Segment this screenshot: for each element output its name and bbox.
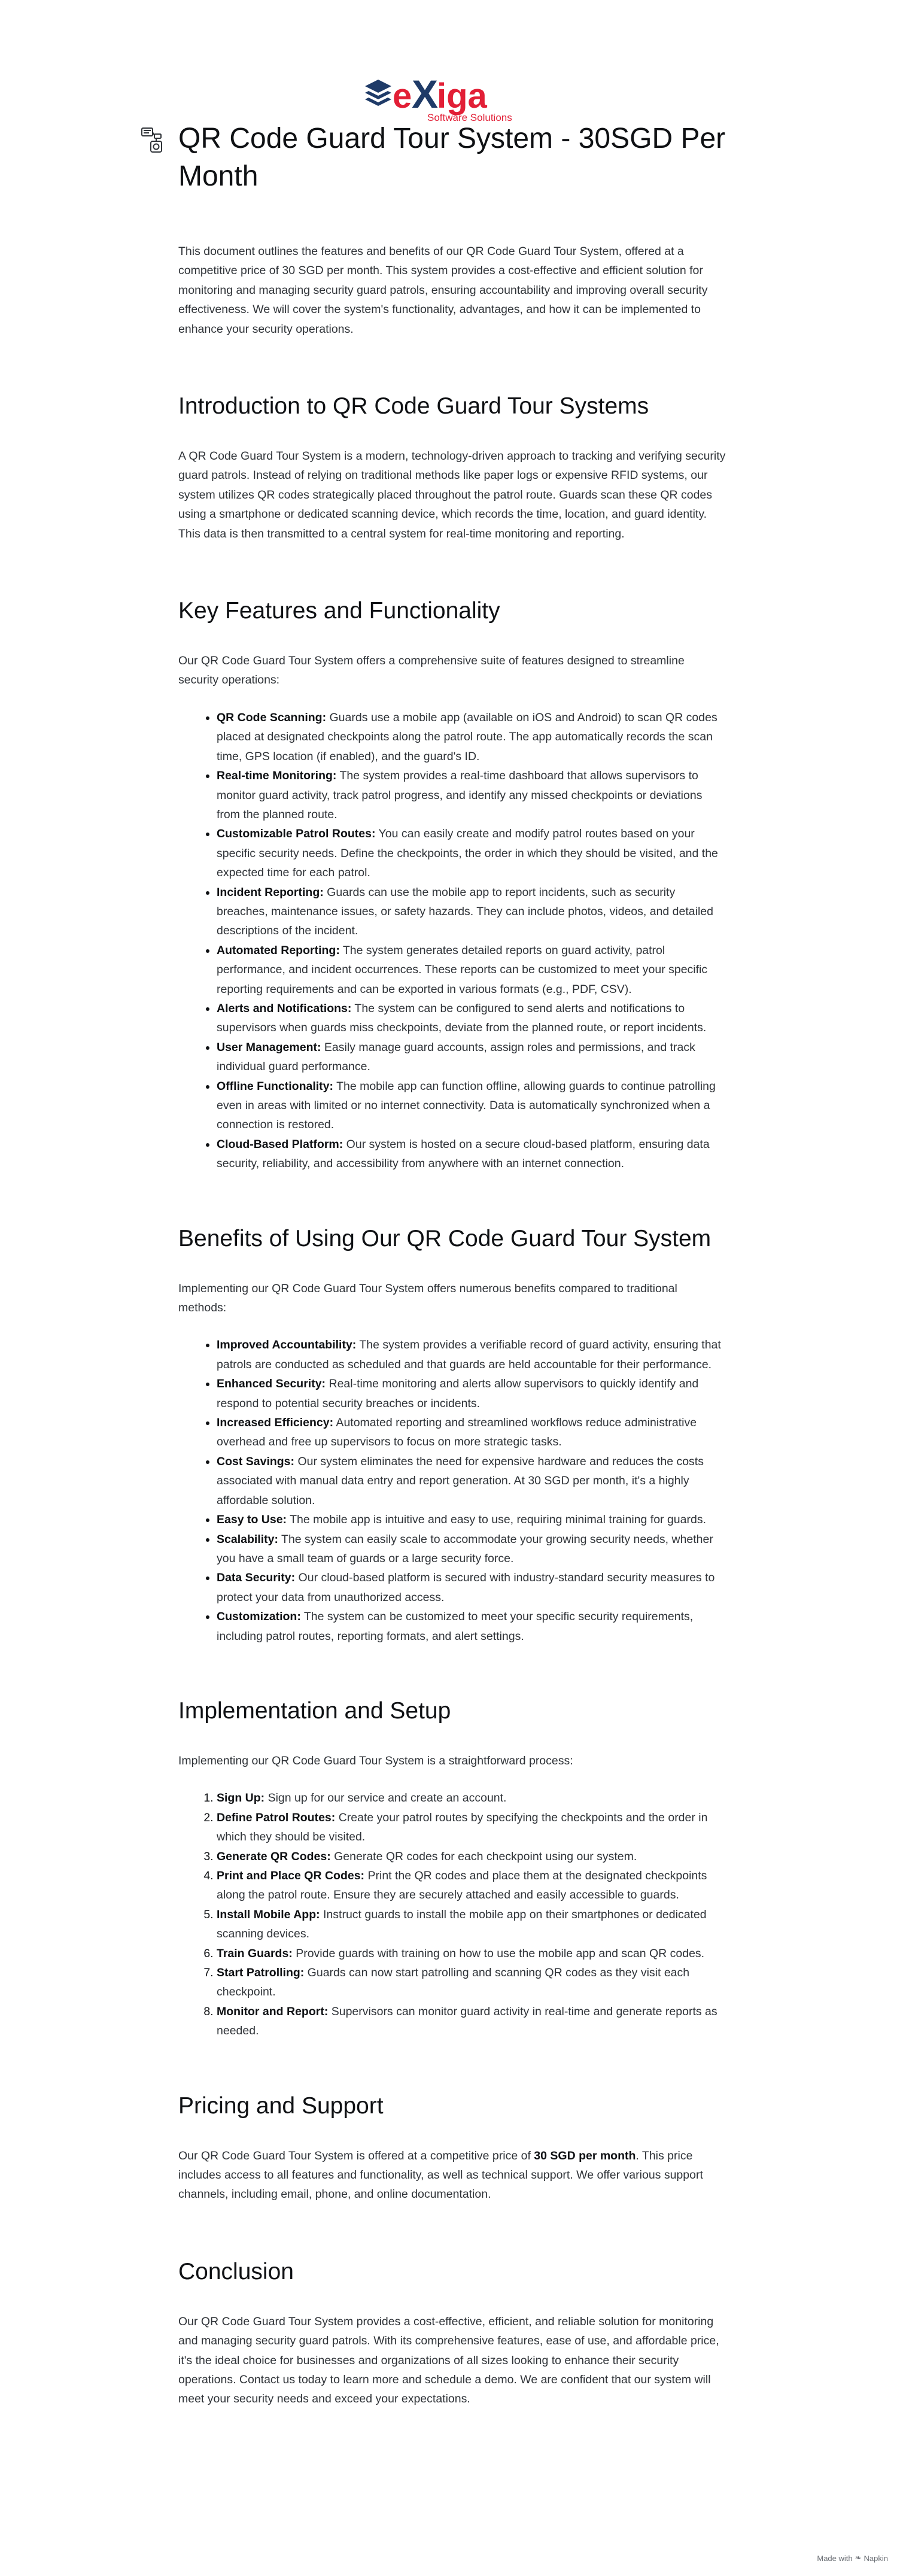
list-item-desc: Easily manage guard accounts, assign roles and permissions, and track individual guard performance. xyxy=(217,1040,695,1074)
pricing-text-after: . This price includes access to all features and functionality, as well as technical support. We offer various support channels, including email, phone, and online documentation. xyxy=(178,2149,703,2201)
introduction-heading: Introduction to QR Code Guard Tour Systems xyxy=(178,393,649,420)
exiga-logo xyxy=(363,68,536,126)
introduction-paragraph: A QR Code Guard Tour System is a modern, technology-driven approach to tracking and verifying security guard patrols. Instead of relying on traditional methods like paper logs or expensive RFID systems, our system utilizes QR codes strategically placed throughout the patrol route. Guards scan these QR codes using a smartphone or dedicated scanning device, which records the time, location, and guard identity. This data is then transmitted to a central system for real-time monitoring and reporting. xyxy=(178,449,726,540)
list-item xyxy=(217,883,726,941)
step-term: Monitor and Report: xyxy=(217,2004,329,2018)
layers-logo-icon xyxy=(365,80,391,106)
list-item-term: Scalability: xyxy=(217,1532,278,1546)
list-item xyxy=(217,1510,726,1529)
step-term: Sign Up: xyxy=(217,1791,265,1805)
made-with-label: Made with xyxy=(817,2553,853,2563)
list-item-term: Incident Reporting: xyxy=(217,885,324,899)
list-item-desc: The system can easily scale to accommodate your growing security needs, whether you have a small team of guards or a large security force. xyxy=(217,1532,713,1565)
list-item-desc: You can easily create and modify patrol routes based on your specific security needs. Define the checkpoints, the order in which they should be visited, and the expected time for each patrol. xyxy=(217,827,718,880)
step-item xyxy=(217,1847,726,1866)
logo-letters-iga: iga xyxy=(437,77,487,116)
features-heading: Key Features and Functionality xyxy=(178,598,500,624)
step-term: Install Mobile App: xyxy=(217,1907,320,1921)
list-item xyxy=(217,1607,726,1646)
list-item-term: QR Code Scanning: xyxy=(217,710,327,724)
list-item xyxy=(217,824,726,882)
list-item xyxy=(217,766,726,824)
features-intro: Our QR Code Guard Tour System offers a comprehensive suite of features designed to streamline security operations: xyxy=(178,654,685,687)
list-item xyxy=(217,708,726,766)
list-item xyxy=(217,1135,726,1174)
implementation-heading: Implementation and Setup xyxy=(178,1697,451,1724)
list-item xyxy=(217,1374,726,1413)
logo-letter-e: e xyxy=(393,77,412,116)
list-item xyxy=(217,1038,726,1077)
list-item-desc: Real-time monitoring and alerts allow supervisors to quickly identify and respond to potential security breaches or incidents. xyxy=(217,1377,699,1410)
list-item-desc: The system can be configured to send alerts and notifications to supervisors when guards miss checkpoints, deviate from the planned route, or report incidents. xyxy=(217,1001,707,1035)
document-emblem-icon xyxy=(139,126,170,157)
list-item-term: Real-time Monitoring: xyxy=(217,769,337,783)
step-item xyxy=(217,1866,726,1905)
list-item-term: Customizable Patrol Routes: xyxy=(217,827,376,841)
step-item xyxy=(217,1944,726,1963)
list-item-term: Cost Savings: xyxy=(217,1454,295,1468)
benefits-intro: Implementing our QR Code Guard Tour System offers numerous benefits compared to traditional methods: xyxy=(178,1281,677,1315)
list-item xyxy=(217,1077,726,1135)
step-item xyxy=(217,1905,726,1944)
conclusion-paragraph: Our QR Code Guard Tour System provides a cost-effective, efficient, and reliable solution for monitoring and managing security guard patrols. With its comprehensive features, ease of use, and affordable price, it's the ideal choice for businesses and organizations of all sizes looking to enhance their security operations. Contact us today to learn more and schedule a demo. We are confident that our system will meet your security needs and exceed your expectations. xyxy=(178,2314,719,2406)
list-item-desc: The mobile app can function offline, allowing guards to continue patrolling even in areas with limited or no internet connectivity. Data is automatically synchronized when a connection is restored. xyxy=(217,1079,716,1132)
list-item-term: Customization: xyxy=(217,1610,301,1624)
step-term: Start Patrolling: xyxy=(217,1966,305,1979)
document-content xyxy=(178,120,726,2409)
pricing-text-before: Our QR Code Guard Tour System is offered at a competitive price of xyxy=(178,2149,534,2162)
list-item-term: Data Security: xyxy=(217,1571,296,1585)
step-desc: Instruct guards to install the mobile app on their smartphones or dedicated scanning devices. xyxy=(217,1907,707,1941)
list-item-desc: Automated reporting and streamlined workflows reduce administrative overhead and free up supervisors to focus on more strategic tasks. xyxy=(217,1416,697,1449)
list-item-term: Offline Functionality: xyxy=(217,1079,333,1093)
step-desc: Guards can now start patrolling and scanning QR codes as they visit each checkpoint. xyxy=(217,1966,690,1999)
list-item-desc: Our cloud-based platform is secured with industry-standard security measures to protect your data from unauthorized access. xyxy=(217,1571,715,1604)
logo-tagline: Software Solutions xyxy=(427,112,512,123)
napkin-icon: ❧ xyxy=(855,2553,862,2562)
step-term: Train Guards: xyxy=(217,1946,293,1960)
list-item-term: Enhanced Security: xyxy=(217,1377,326,1391)
step-desc: Sign up for our service and create an account. xyxy=(264,1791,507,1805)
pricing-price: 30 SGD per month xyxy=(534,2149,636,2162)
implementation-intro: Implementing our QR Code Guard Tour System is a straightforward process: xyxy=(178,1754,573,1767)
intro-paragraph: This document outlines the features and benefits of our QR Code Guard Tour System, offered at a competitive price of 30 SGD per month. This system provides a cost-effective and efficient solution for monitoring and managing security guard patrols, ensuring accountability and improving overall security effectiveness. We will cover the system's functionality, advantages, and how it can be implemented to enhance your security operations. xyxy=(178,245,708,336)
step-desc: Provide guards with training on how to use the mobile app and scan QR codes. xyxy=(292,1946,705,1960)
list-item-desc: Our system is hosted on a secure cloud-based platform, ensuring data security, reliability, and accessibility from anywhere with an internet connection. xyxy=(217,1137,710,1171)
list-item-desc: The system can be customized to meet your specific security requirements, including patrol routes, reporting formats, and alert settings. xyxy=(217,1610,694,1643)
list-item xyxy=(217,999,726,1038)
list-item-desc: The system provides a real-time dashboard that allows supervisors to monitor guard activity, track patrol progress, and identify any missed checkpoints or deviations from the planned route. xyxy=(217,769,703,821)
step-desc: Print the QR codes and place them at the designated checkpoints along the patrol route. Ensure they are securely attached and easily accessible to guards. xyxy=(217,1869,707,1902)
implementation-steps xyxy=(178,1788,726,2040)
list-item xyxy=(217,1568,726,1607)
step-desc: Supervisors can monitor guard activity in real-time and generate reports as needed. xyxy=(217,2004,717,2038)
list-item-desc: Guards can use the mobile app to report incidents, such as security breaches, maintenance issues, or safety hazards. They can include photos, videos, and detailed descriptions of the incident. xyxy=(217,885,713,938)
conclusion-heading: Conclusion xyxy=(178,2258,294,2285)
benefits-heading: Benefits of Using Our QR Code Guard Tour System xyxy=(178,1225,712,1251)
list-item-term: Improved Accountability: xyxy=(217,1338,357,1352)
list-item-desc: The system generates detailed reports on guard activity, patrol performance, and incident occurrences. These reports can be customized to meet your specific reporting requirements and can be exported in various formats (e.g., PDF, CSV). xyxy=(217,943,708,996)
step-term: Define Patrol Routes: xyxy=(217,1811,336,1824)
step-desc: Generate QR codes for each checkpoint using our system. xyxy=(330,1849,637,1863)
list-item-term: Easy to Use: xyxy=(217,1513,287,1527)
step-item xyxy=(217,1808,726,1847)
logo-letter-x: X xyxy=(412,72,439,116)
list-item-desc: Our system eliminates the need for expensive hardware and reduces the costs associated with manual data entry and report generation. At 30 SGD per month, it's a highly affordable solution. xyxy=(217,1454,704,1507)
list-item-term: Cloud-Based Platform: xyxy=(217,1137,343,1151)
benefits-list xyxy=(178,1335,726,1646)
features-list xyxy=(178,708,726,1174)
made-with-napkin-badge[interactable] xyxy=(817,2553,888,2563)
step-desc: Create your patrol routes by specifying the checkpoints and the order in which they should be visited. xyxy=(217,1811,708,1844)
list-item xyxy=(217,941,726,999)
list-item-term: Increased Efficiency: xyxy=(217,1416,334,1430)
list-item xyxy=(217,1413,726,1452)
step-item xyxy=(217,2002,726,2041)
list-item-term: User Management: xyxy=(217,1040,321,1054)
step-item xyxy=(217,1963,726,2002)
list-item-term: Automated Reporting: xyxy=(217,943,340,957)
page-title: QR Code Guard Tour System - 30SGD Per Month xyxy=(178,123,726,192)
list-item-desc: The system provides a verifiable record of guard activity, ensuring that patrols are conducted as scheduled and that guards are held accountable for their performance. xyxy=(217,1338,721,1371)
napkin-label: Napkin xyxy=(863,2553,888,2563)
list-item xyxy=(217,1530,726,1569)
step-term: Generate QR Codes: xyxy=(217,1849,331,1863)
list-item-desc: The mobile app is intuitive and easy to use, requiring minimal training for guards. xyxy=(287,1513,706,1527)
list-item-term: Alerts and Notifications: xyxy=(217,1001,352,1015)
list-item xyxy=(217,1335,726,1374)
pricing-paragraph xyxy=(178,2146,726,2204)
list-item-desc: Guards use a mobile app (available on iOS and Android) to scan QR codes placed at designated checkpoints along the patrol route. The app automatically records the scan time, GPS location (if enabled), and the guard's ID. xyxy=(217,710,717,763)
pricing-heading: Pricing and Support xyxy=(178,2092,384,2119)
step-term: Print and Place QR Codes: xyxy=(217,1869,365,1882)
list-item xyxy=(217,1452,726,1510)
step-item xyxy=(217,1788,726,1808)
